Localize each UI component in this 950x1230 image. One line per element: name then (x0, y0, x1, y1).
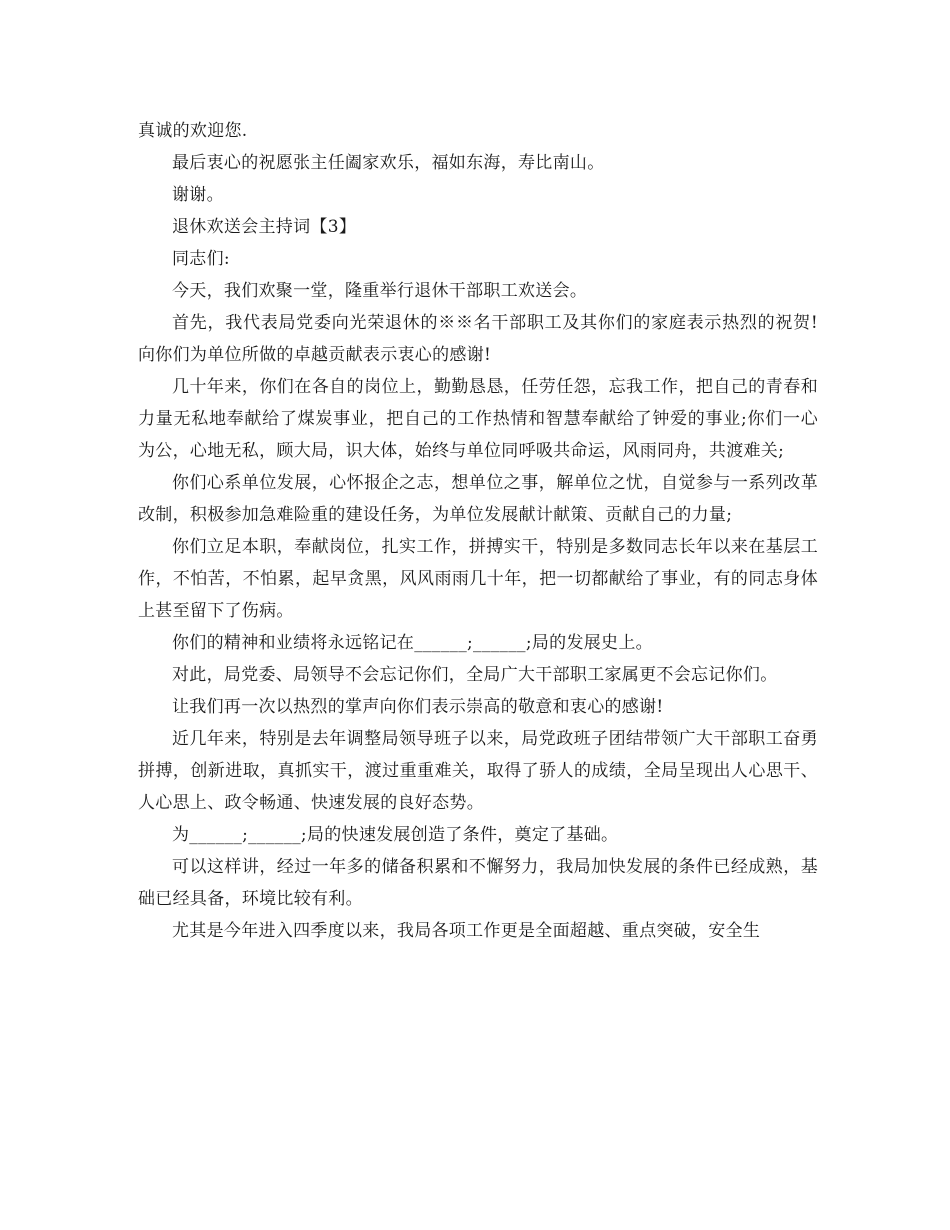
paragraph-15: 为______;______;局的快速发展创造了条件，奠定了基础。 (172, 825, 619, 845)
paragraph-2: 最后衷心的祝愿张主任阖家欢乐，福如东海，寿比南山。 (172, 153, 605, 173)
document-body (138, 115, 818, 947)
paragraph-6: 今天，我们欢聚一堂，隆重举行退休干部职工欢送会。 (172, 281, 588, 301)
paragraph-9: 你们心系单位发展，心怀报企之志，想单位之事，解单位之忧，自觉参与一系列改革改制，积极参加急难险重的建设任务，为单位发展献计献策、贡献自己的力量; (138, 473, 818, 525)
paragraph-17: 尤其是今年进入四季度以来，我局各项工作更是全面超越、重点突破，安全生 (172, 921, 761, 941)
salutation: 同志们: (172, 249, 230, 269)
paragraph-10: 你们立足本职，奉献岗位，扎实工作，拼搏实干，特别是多数同志长年以来在基层工作，不怕苦，不怕累，起早贪黑，风风雨雨几十年，把一切都献给了事业，有的同志身体上甚至留下了伤病。 (138, 537, 818, 621)
paragraph-14: 近几年来，特别是去年调整局领导班子以来，局党政班子团结带领广大干部职工奋勇拼搏，创新进取，真抓实干，渡过重重难关，取得了骄人的成绩，全局呈现出人心思干、人心思上、政令畅通、快速发展的良好态势。 (138, 729, 818, 813)
section-heading: 退休欢送会主持词【3】 (172, 217, 357, 237)
paragraph-11: 你们的精神和业绩将永远铭记在______;______;局的发展史上。 (172, 633, 653, 653)
paragraph-3: 谢谢。 (172, 185, 224, 205)
paragraph-12: 对此，局党委、局领导不会忘记你们，全局广大干部职工家属更不会忘记你们。 (172, 665, 778, 685)
paragraph-13: 让我们再一次以热烈的掌声向你们表示崇高的敬意和衷心的感谢! (172, 697, 664, 717)
paragraph-8: 几十年来，你们在各自的岗位上，勤勤恳恳，任劳任怨，忘我工作，把自己的青春和力量无私地奉献给了煤炭事业，把自己的工作热情和智慧奉献给了钟爱的事业;你们一心为公，心地无私，顾大局，识大体，始终与单位同呼吸共命运，风雨同舟，共渡难关; (138, 377, 818, 461)
paragraph-1: 真诚的欢迎您. (138, 121, 248, 141)
paragraph-16: 可以这样讲，经过一年多的储备积累和不懈努力，我局加快发展的条件已经成熟，基础已经具备，环境比较有利。 (138, 857, 818, 909)
paragraph-7: 首先，我代表局党委向光荣退休的※※名干部职工及其你们的家庭表示热烈的祝贺!向你们为单位所做的卓越贡献表示衷心的感谢! (138, 313, 818, 365)
